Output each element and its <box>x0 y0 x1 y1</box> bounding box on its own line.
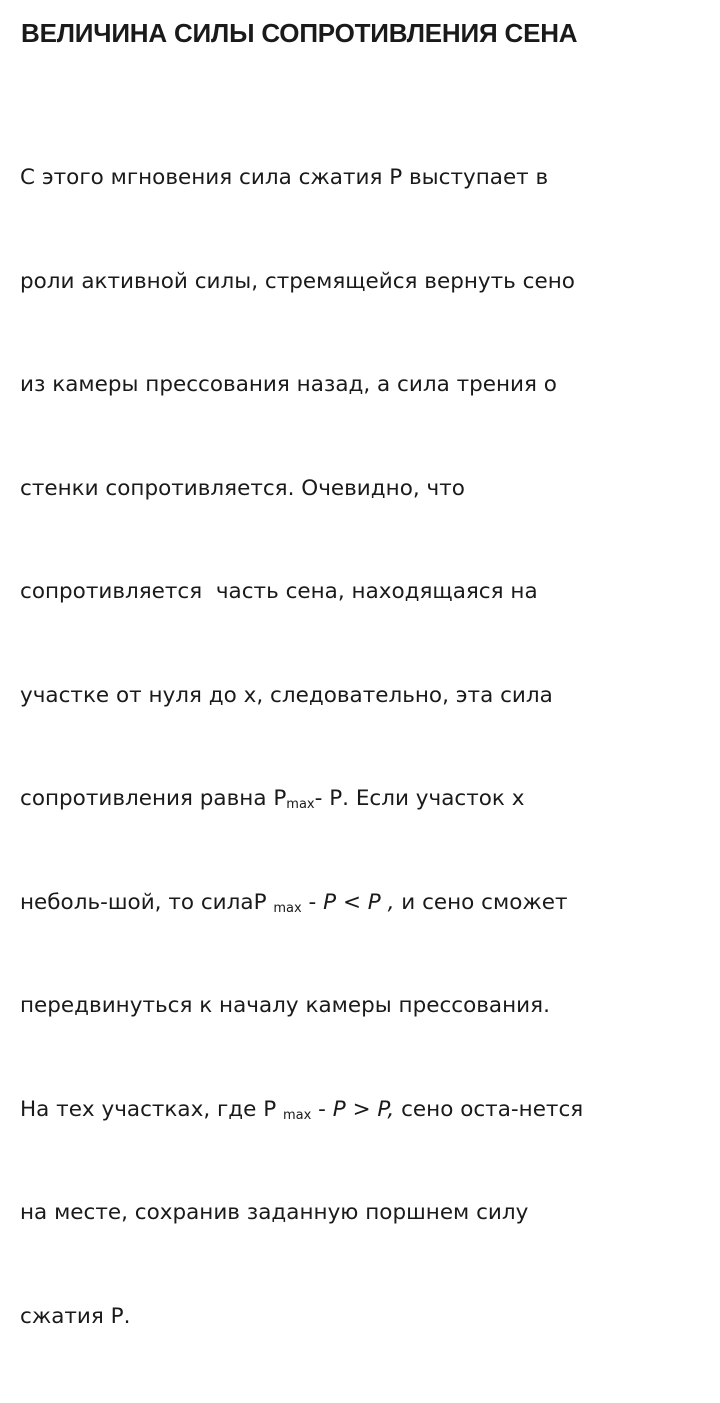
text: из камеры прессования назад, а сила трения о <box>20 372 557 397</box>
body-line-3 <box>20 368 700 403</box>
text: неболь-шой, то сила <box>20 889 254 915</box>
text: С этого мгновения сила сжатия Р выступает в <box>20 165 549 190</box>
body-line-12 <box>20 1300 700 1335</box>
body-line-11 <box>20 1196 700 1231</box>
body-line-5 <box>20 575 700 610</box>
text: передвинуться к началу камеры прессования. <box>20 993 550 1018</box>
body-line-6 <box>20 679 700 714</box>
text: и сено сможет <box>394 889 568 915</box>
body-line-7 <box>20 782 700 817</box>
body-line-1 <box>20 161 700 196</box>
text: на месте, сохранив заданную поршнем силу <box>20 1200 529 1225</box>
formula-italic: P > P, <box>332 1096 395 1122</box>
body-line-4 <box>20 472 700 507</box>
formula-italic: P < P , <box>323 889 395 915</box>
body-line-2 <box>20 265 700 300</box>
text: - <box>311 1096 333 1122</box>
subscript: max <box>273 900 302 916</box>
slide-body <box>20 92 700 1403</box>
text: стенки сопротивляется. Очевидно, что <box>20 475 465 501</box>
body-line-9 <box>20 989 700 1024</box>
text: сопротивления равна Р <box>20 786 287 811</box>
slide-title: ВЕЛИЧИНА СИЛЫ СОПРОТИВЛЕНИЯ СЕНА <box>21 18 578 48</box>
subscript: max <box>286 797 315 812</box>
text: роли активной силы, стремящейся вернуть сено <box>20 268 575 294</box>
text: сопротивляется часть сена, находящаяся на <box>20 579 538 604</box>
text: - <box>301 889 324 915</box>
subscript: max <box>283 1107 312 1123</box>
text: сено оста-нется <box>394 1096 584 1122</box>
text: На тех участках, где Р <box>20 1096 284 1122</box>
text: участке от нуля до х, следовательно, эта сила <box>20 682 553 708</box>
text: сжатия Р. <box>20 1303 131 1329</box>
body-line-8 <box>20 886 700 921</box>
text: - Р. Если участок х <box>314 786 525 811</box>
body-line-10 <box>20 1093 700 1128</box>
text: Р <box>253 889 274 915</box>
